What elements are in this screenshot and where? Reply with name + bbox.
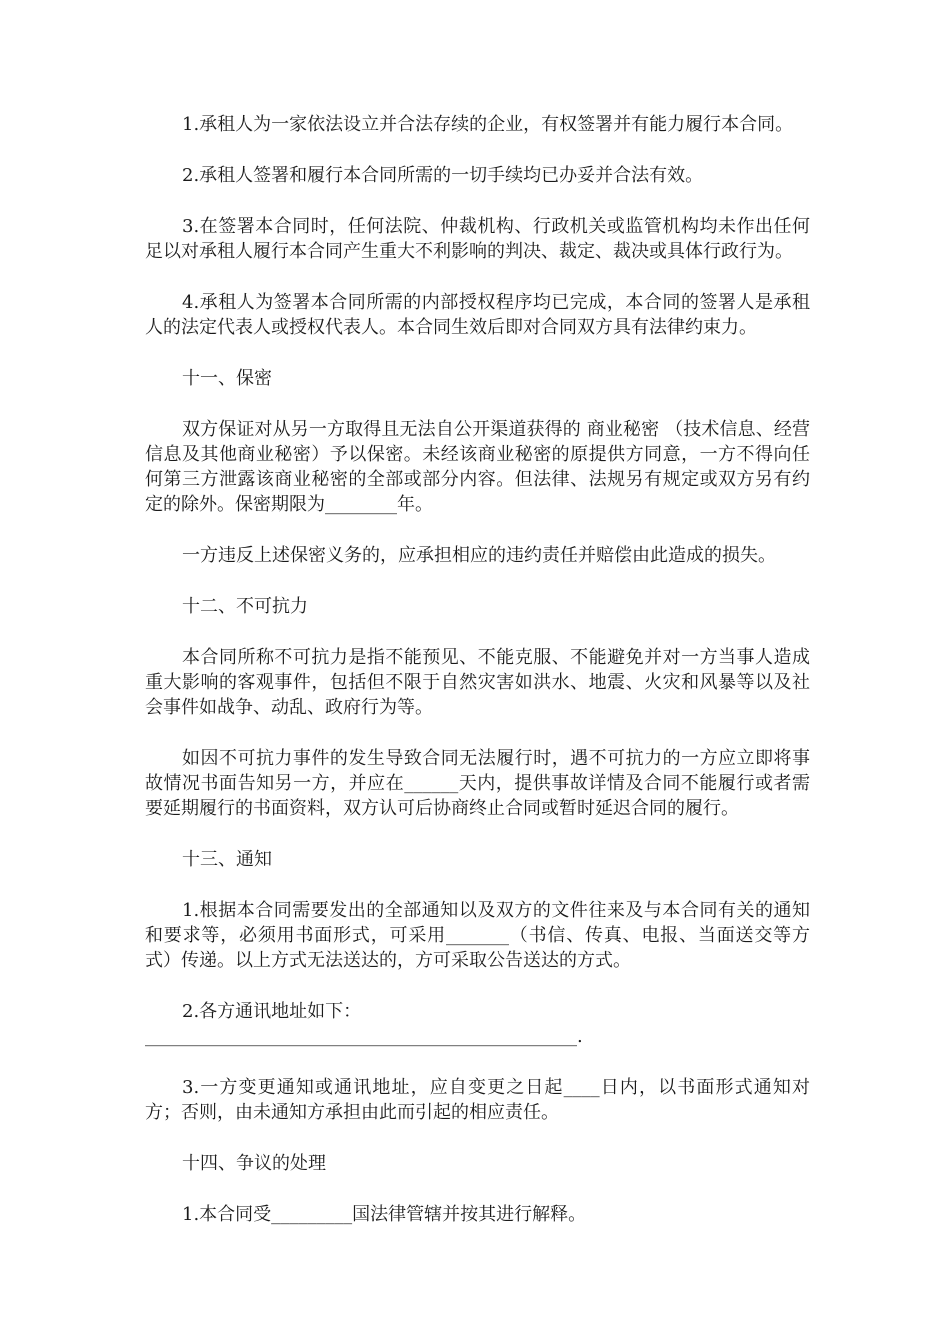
- lessee-clause-4: 4.承租人为签署本合同所需的内部授权程序均已完成，本合同的签署人是承租人的法定代表人或授权代表人。本合同生效后即对合同双方具有法律约束力。: [145, 292, 810, 338]
- dispute-clause-1: 1.本合同受_________国法律管辖并按其进行解释。: [182, 1204, 587, 1225]
- lessee-clause-1: 1.承租人为一家依法设立并合法存续的企业，有权签署并有能力履行本合同。: [182, 114, 794, 135]
- document-page: [145, 112, 810, 1227]
- force-majeure-definition: 本合同所称不可抗力是指不能预见、不能克服、不能避免并对一方当事人造成重大影响的客观事件，包括但不限于自然灾害如洪水、地震、火灾和风暴等以及社会事件如战争、动乱、政府行为等。: [145, 647, 810, 718]
- confidentiality-paragraph: 双方保证对从另一方取得且无法自公开渠道获得的 商业秘密 （技术信息、经营信息及其他商业秘密）予以保密。未经该商业秘密的原提供方同意，一方不得向任何第三方泄露该商业秘密的全部或部分内容。但法律、法规另有规定或双方另有约定的除外。保密期限为________年。: [145, 419, 810, 515]
- confidentiality-breach-paragraph: 一方违反上述保密义务的，应承担相应的违约责任并赔偿由此造成的损失。: [182, 545, 776, 566]
- notice-clause-2: 2.各方通讯地址如下：: [182, 1001, 362, 1022]
- force-majeure-notice: 如因不可抗力事件的发生导致合同无法履行时，遇不可抗力的一方应立即将事故情况书面告知另一方，并应在______天内，提供事故详情及合同不能履行或者需要延期履行的书面资料，双方认可后协商终止合同或暂时延迟合同的履行。: [145, 748, 810, 819]
- section-heading-force-majeure: 十二、不可抗力: [182, 596, 308, 617]
- lessee-clause-3: 3.在签署本合同时，任何法院、仲裁机构、行政机关或监管机构均未作出任何足以对承租人履行本合同产生重大不利影响的判决、裁定、裁决或具体行政行为。: [145, 216, 810, 262]
- section-heading-notice: 十三、通知: [182, 849, 272, 870]
- notice-clause-1: 1.根据本合同需要发出的全部通知以及双方的文件往来及与本合同有关的通知和要求等，必须用书面形式，可采用_______（书信、传真、电报、当面送交等方式）传递。以上方式无法送达的，方可采取公告送达的方式。: [145, 900, 810, 971]
- section-heading-confidentiality: 十一、保密: [182, 368, 272, 389]
- lessee-clause-2: 2.承租人签署和履行本合同所需的一切手续均已办妥并合法有效。: [182, 165, 704, 186]
- notice-clause-3: 3.一方变更通知或通讯地址，应自变更之日起____日内，以书面形式通知对方；否则，由未通知方承担由此而引起的相应责任。: [145, 1077, 810, 1123]
- section-heading-dispute: 十四、争议的处理: [182, 1153, 326, 1174]
- address-blank-line: ________________________________________________.: [145, 1026, 583, 1047]
